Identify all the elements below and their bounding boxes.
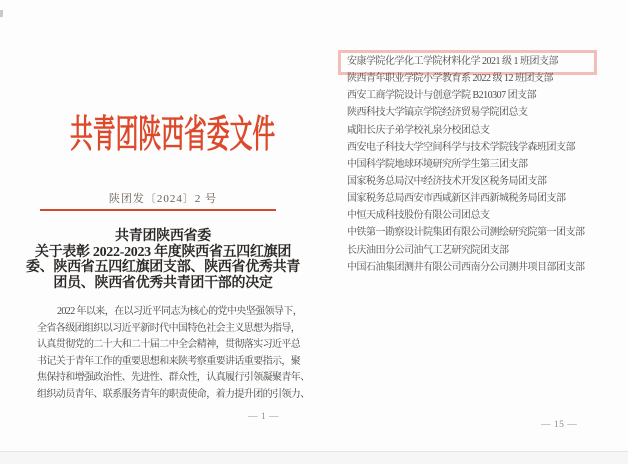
document-title-line	[8, 276, 318, 292]
list-item	[347, 139, 585, 156]
document-body-line-text: 组织动员青年、联系服务青年的职责使命，着力提升团的引领力、	[37, 388, 310, 400]
scan-background-strip	[0, 452, 628, 464]
document-title-line	[8, 229, 318, 245]
page-number-right: — 15 —	[541, 420, 578, 430]
list-item	[347, 242, 585, 259]
list-item-text: 中恒天成科技股份有限公司团总支	[347, 210, 490, 222]
page-number-left: — 1 —	[248, 412, 279, 422]
document-masthead: 共青团陕西省委文件	[70, 114, 276, 156]
list-item-text: 中国石油集团测井有限公司西南分公司测井项目部团支部	[347, 261, 585, 273]
document-body-line-text: 认真贯彻党的二十大和二十届二中全会精神，贯彻落实习近平总	[37, 339, 301, 351]
list-item-text: 国家税务总局西安市西咸新区沣西新城税务局团支部	[347, 193, 566, 205]
document-title-line	[8, 245, 318, 261]
document-body-line	[37, 337, 301, 354]
list-item-text: 西安电子科技大学空间科学与技术学院钱学森班团支部	[347, 141, 575, 153]
document-body-line	[37, 321, 301, 338]
document-title-line-text: 团员、陕西省优秀共青团干部的决定	[53, 275, 273, 291]
list-item-text: 国家税务总局汉中经济技术开发区税务局团支部	[347, 175, 547, 187]
document-page-left	[8, 0, 318, 452]
list-item	[347, 70, 585, 87]
list-item	[347, 87, 585, 104]
list-item	[347, 173, 585, 190]
list-item	[347, 190, 585, 207]
document-page-right	[322, 0, 628, 452]
list-item-text: 咸阳长庆子弟学校礼泉分校团总支	[347, 124, 490, 136]
branch-list	[347, 53, 585, 276]
document-body-line	[37, 304, 303, 321]
list-item-text: 安康学院化学化工学院材料化学 2021 级 1 班团支部	[347, 56, 558, 67]
list-item	[347, 156, 585, 173]
document-body-paragraph	[37, 304, 310, 404]
document-title-line	[8, 260, 318, 276]
document-body-line	[37, 354, 301, 371]
red-separator-line	[40, 209, 276, 211]
list-item	[347, 259, 585, 276]
list-item-text: 中铁第一勘察设计院集团有限公司测绘研究院第一团支部	[347, 227, 585, 239]
document-title-line-text: 关于表彰 2022-2023 年度陕西省五四红旗团	[34, 244, 292, 260]
list-item	[347, 104, 585, 121]
list-item-text: 西安工商学院设计与创意学院 B210307 团支部	[347, 90, 537, 102]
list-item	[347, 53, 585, 70]
scan-edge-artifact	[0, 10, 3, 17]
list-item-text: 陕西青年职业学院小学教育系 2022 级 12 班团支部	[347, 73, 553, 85]
document-body-line	[37, 370, 310, 387]
document-title	[8, 229, 318, 291]
document-body-line-text: 书记关于青年工作的重要思想和来陕考察重要讲话重要指示，聚	[37, 355, 301, 367]
list-item-text: 陕西科技大学镐京学院经济贸易学院团总支	[347, 107, 528, 119]
list-item	[347, 224, 585, 241]
list-item	[347, 122, 585, 139]
document-body-line	[37, 387, 310, 404]
document-body-line-text: 焦保持和增强政治性、先进性、群众性，认真履行引领凝聚青年、	[37, 372, 310, 384]
document-body-line-text: 2022 年以来，在以习近平同志为核心的党中央坚强领导下，	[57, 306, 303, 317]
list-item	[347, 207, 585, 224]
document-title-line-text: 委、陕西省五四红旗团支部、陕西省优秀共青	[26, 260, 300, 276]
list-item-text: 中国科学院地球环境研究所学生第三团支部	[347, 158, 528, 170]
document-body-line-text: 全省各级团组织以习近平新时代中国特色社会主义思想为指导，	[37, 322, 301, 334]
document-number: 陕团发〔2024〕2 号	[108, 193, 218, 205]
document-title-line-text: 共青团陕西省委	[115, 229, 211, 244]
list-item-text: 长庆油田分公司油气工艺研究院团支部	[347, 244, 509, 256]
